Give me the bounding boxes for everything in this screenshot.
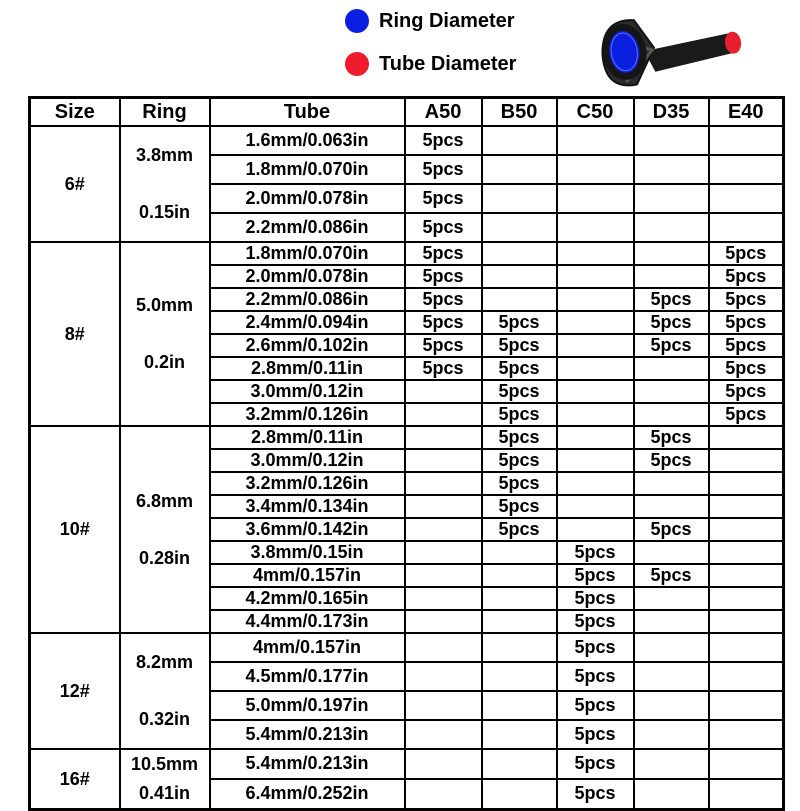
quantity-cell: 5pcs (634, 518, 709, 541)
quantity-cell (557, 126, 634, 155)
quantity-cell (634, 633, 709, 662)
quantity-cell (557, 380, 634, 403)
quantity-cell (709, 155, 784, 184)
tube-cell: 1.8mm/0.070in (210, 155, 405, 184)
quantity-cell (634, 357, 709, 380)
quantity-cell: 5pcs (482, 357, 557, 380)
quantity-cell (634, 403, 709, 426)
quantity-cell: 5pcs (405, 242, 482, 265)
tube-cell: 2.8mm/0.11in (210, 357, 405, 380)
rod-guide-icon (592, 8, 752, 90)
quantity-cell: 5pcs (482, 334, 557, 357)
quantity-cell: 5pcs (557, 564, 634, 587)
quantity-cell (709, 662, 784, 691)
quantity-cell: 5pcs (709, 311, 784, 334)
quantity-cell (405, 587, 482, 610)
quantity-cell (405, 691, 482, 720)
quantity-cell: 5pcs (709, 288, 784, 311)
size-table (28, 96, 785, 811)
quantity-cell: 5pcs (482, 403, 557, 426)
quantity-cell (482, 126, 557, 155)
quantity-cell (482, 288, 557, 311)
tube-cell: 2.2mm/0.086in (210, 288, 405, 311)
tube-cell: 4.5mm/0.177in (210, 662, 405, 691)
tube-cell: 5.4mm/0.213in (210, 749, 405, 779)
quantity-cell (634, 155, 709, 184)
quantity-cell (557, 184, 634, 213)
quantity-cell: 5pcs (557, 633, 634, 662)
header-e40: E40 (709, 98, 784, 127)
quantity-cell (557, 155, 634, 184)
legend-ring (345, 8, 516, 34)
quantity-cell (482, 184, 557, 213)
quantity-cell: 5pcs (557, 662, 634, 691)
quantity-cell (405, 779, 482, 810)
quantity-cell: 5pcs (634, 311, 709, 334)
quantity-cell (482, 564, 557, 587)
legend (345, 8, 516, 94)
tube-cell: 2.0mm/0.078in (210, 184, 405, 213)
quantity-cell: 5pcs (405, 357, 482, 380)
quantity-cell (634, 213, 709, 242)
quantity-cell: 5pcs (405, 155, 482, 184)
quantity-cell (634, 587, 709, 610)
tube-cell: 3.4mm/0.134in (210, 495, 405, 518)
ring-cell (120, 749, 210, 810)
quantity-cell: 5pcs (709, 380, 784, 403)
quantity-cell (557, 288, 634, 311)
quantity-cell (405, 662, 482, 691)
ring-mm: 6.8mm (135, 490, 194, 511)
ring-mm: 3.8mm (135, 145, 194, 165)
quantity-cell (709, 779, 784, 810)
tube-cell: 3.0mm/0.12in (210, 449, 405, 472)
ring-cell (120, 126, 210, 242)
quantity-cell (709, 213, 784, 242)
table-row (30, 633, 784, 662)
tube-cell: 3.6mm/0.142in (210, 518, 405, 541)
ring-cell (120, 242, 210, 426)
header-b50: B50 (482, 98, 557, 127)
quantity-cell (634, 242, 709, 265)
size-cell: 12# (30, 633, 120, 749)
quantity-cell (557, 472, 634, 495)
quantity-cell (405, 426, 482, 449)
quantity-cell (709, 126, 784, 155)
header-size: Size (30, 98, 120, 127)
quantity-cell: 5pcs (709, 403, 784, 426)
tube-cell: 2.4mm/0.094in (210, 311, 405, 334)
quantity-cell: 5pcs (709, 334, 784, 357)
tube-cell: 4mm/0.157in (210, 633, 405, 662)
quantity-cell (709, 184, 784, 213)
quantity-cell (557, 403, 634, 426)
quantity-cell (709, 449, 784, 472)
quantity-cell: 5pcs (634, 564, 709, 587)
ring-mm: 8.2mm (135, 652, 194, 672)
quantity-cell: 5pcs (709, 242, 784, 265)
table-row (30, 749, 784, 779)
header-a50: A50 (405, 98, 482, 127)
quantity-cell (405, 633, 482, 662)
quantity-cell: 5pcs (405, 334, 482, 357)
quantity-cell: 5pcs (557, 610, 634, 633)
tube-cell: 3.8mm/0.15in (210, 541, 405, 564)
ring-in: 0.28in (138, 547, 191, 568)
quantity-cell: 5pcs (482, 426, 557, 449)
quantity-cell: 5pcs (709, 265, 784, 288)
header-ring: Ring (120, 98, 210, 127)
quantity-cell: 5pcs (709, 357, 784, 380)
quantity-cell: 5pcs (634, 426, 709, 449)
quantity-cell: 5pcs (405, 126, 482, 155)
quantity-cell (709, 720, 784, 749)
tube-cell: 2.6mm/0.102in (210, 334, 405, 357)
header-c50: C50 (557, 98, 634, 127)
quantity-cell: 5pcs (482, 472, 557, 495)
quantity-cell: 5pcs (482, 380, 557, 403)
quantity-cell (634, 662, 709, 691)
quantity-cell (557, 357, 634, 380)
tube-cell: 4mm/0.157in (210, 564, 405, 587)
ring-in: 0.15in (138, 202, 191, 222)
tube-cell: 4.4mm/0.173in (210, 610, 405, 633)
tube-cell: 3.2mm/0.126in (210, 403, 405, 426)
tube-cell: 2.2mm/0.086in (210, 213, 405, 242)
quantity-cell (405, 518, 482, 541)
ring-mm: 5.0mm (135, 295, 194, 315)
tube-cell: 4.2mm/0.165in (210, 587, 405, 610)
quantity-cell (557, 449, 634, 472)
table-row (30, 126, 784, 155)
quantity-cell (482, 779, 557, 810)
quantity-cell: 5pcs (634, 288, 709, 311)
quantity-cell (405, 472, 482, 495)
quantity-cell: 5pcs (557, 779, 634, 810)
tube-cell: 5.0mm/0.197in (210, 691, 405, 720)
tube-color-dot (345, 52, 369, 76)
quantity-cell (709, 472, 784, 495)
quantity-cell: 5pcs (557, 749, 634, 779)
legend-tube (345, 51, 516, 77)
quantity-cell (709, 633, 784, 662)
quantity-cell (634, 472, 709, 495)
tube-cell: 3.0mm/0.12in (210, 380, 405, 403)
quantity-cell (557, 495, 634, 518)
tube-cell: 3.2mm/0.126in (210, 472, 405, 495)
quantity-cell (709, 610, 784, 633)
quantity-cell (634, 265, 709, 288)
ring-cell (120, 633, 210, 749)
quantity-cell: 5pcs (634, 449, 709, 472)
quantity-cell (482, 749, 557, 779)
quantity-cell (634, 126, 709, 155)
quantity-cell (557, 426, 634, 449)
ring-diameter-label: Ring Diameter (379, 9, 515, 32)
quantity-cell (634, 691, 709, 720)
ring-color-dot (345, 9, 369, 33)
tube-cell: 2.0mm/0.078in (210, 265, 405, 288)
ring-in: 0.2in (143, 352, 186, 372)
quantity-cell (405, 564, 482, 587)
table-header-row (30, 98, 784, 127)
quantity-cell (634, 779, 709, 810)
quantity-cell: 5pcs (405, 265, 482, 288)
tube-cell: 1.6mm/0.063in (210, 126, 405, 155)
quantity-cell (482, 242, 557, 265)
quantity-cell (482, 633, 557, 662)
quantity-cell (482, 691, 557, 720)
quantity-cell (405, 449, 482, 472)
quantity-cell: 5pcs (557, 541, 634, 564)
ring-mm: 10.5mm (130, 754, 199, 774)
quantity-cell: 5pcs (482, 311, 557, 334)
tube-cell: 1.8mm/0.070in (210, 242, 405, 265)
quantity-cell (405, 749, 482, 779)
ring-in: 0.32in (138, 709, 191, 729)
tube-cell: 6.4mm/0.252in (210, 779, 405, 810)
quantity-cell: 5pcs (482, 495, 557, 518)
quantity-cell (482, 155, 557, 184)
quantity-cell (405, 495, 482, 518)
quantity-cell (405, 720, 482, 749)
quantity-cell (709, 426, 784, 449)
quantity-cell (557, 213, 634, 242)
header-tube: Tube (210, 98, 405, 127)
quantity-cell (709, 564, 784, 587)
quantity-cell (482, 587, 557, 610)
table-row (30, 242, 784, 265)
size-cell: 16# (30, 749, 120, 810)
quantity-cell (557, 242, 634, 265)
quantity-cell (634, 380, 709, 403)
quantity-cell (557, 311, 634, 334)
quantity-cell: 5pcs (405, 184, 482, 213)
quantity-cell: 5pcs (405, 311, 482, 334)
table-row (30, 426, 784, 449)
quantity-cell: 5pcs (482, 449, 557, 472)
quantity-cell (482, 213, 557, 242)
quantity-cell (557, 518, 634, 541)
quantity-cell (482, 541, 557, 564)
ring-cell (120, 426, 210, 633)
ring-in: 0.41in (138, 783, 191, 803)
quantity-cell: 5pcs (405, 213, 482, 242)
quantity-cell (709, 518, 784, 541)
size-cell: 8# (30, 242, 120, 426)
quantity-cell (482, 720, 557, 749)
quantity-cell (709, 691, 784, 720)
quantity-cell: 5pcs (634, 334, 709, 357)
tube-cell: 2.8mm/0.11in (210, 426, 405, 449)
quantity-cell (405, 610, 482, 633)
quantity-cell: 5pcs (482, 518, 557, 541)
quantity-cell (557, 265, 634, 288)
quantity-cell (405, 380, 482, 403)
quantity-cell (634, 749, 709, 779)
quantity-cell (634, 541, 709, 564)
quantity-cell: 5pcs (557, 691, 634, 720)
quantity-cell: 5pcs (405, 288, 482, 311)
quantity-cell (634, 610, 709, 633)
quantity-cell (405, 403, 482, 426)
quantity-cell (482, 610, 557, 633)
quantity-cell (634, 720, 709, 749)
quantity-cell (482, 265, 557, 288)
quantity-cell (634, 184, 709, 213)
quantity-cell: 5pcs (557, 720, 634, 749)
tube-cell: 5.4mm/0.213in (210, 720, 405, 749)
quantity-cell (709, 541, 784, 564)
quantity-cell (709, 749, 784, 779)
quantity-cell (709, 495, 784, 518)
quantity-cell (482, 662, 557, 691)
quantity-cell (634, 495, 709, 518)
quantity-cell (557, 334, 634, 357)
size-cell: 6# (30, 126, 120, 242)
quantity-cell (405, 541, 482, 564)
tube-diameter-label: Tube Diameter (379, 52, 517, 75)
quantity-cell (709, 587, 784, 610)
quantity-cell: 5pcs (557, 587, 634, 610)
size-cell: 10# (30, 426, 120, 633)
header-d35: D35 (634, 98, 709, 127)
